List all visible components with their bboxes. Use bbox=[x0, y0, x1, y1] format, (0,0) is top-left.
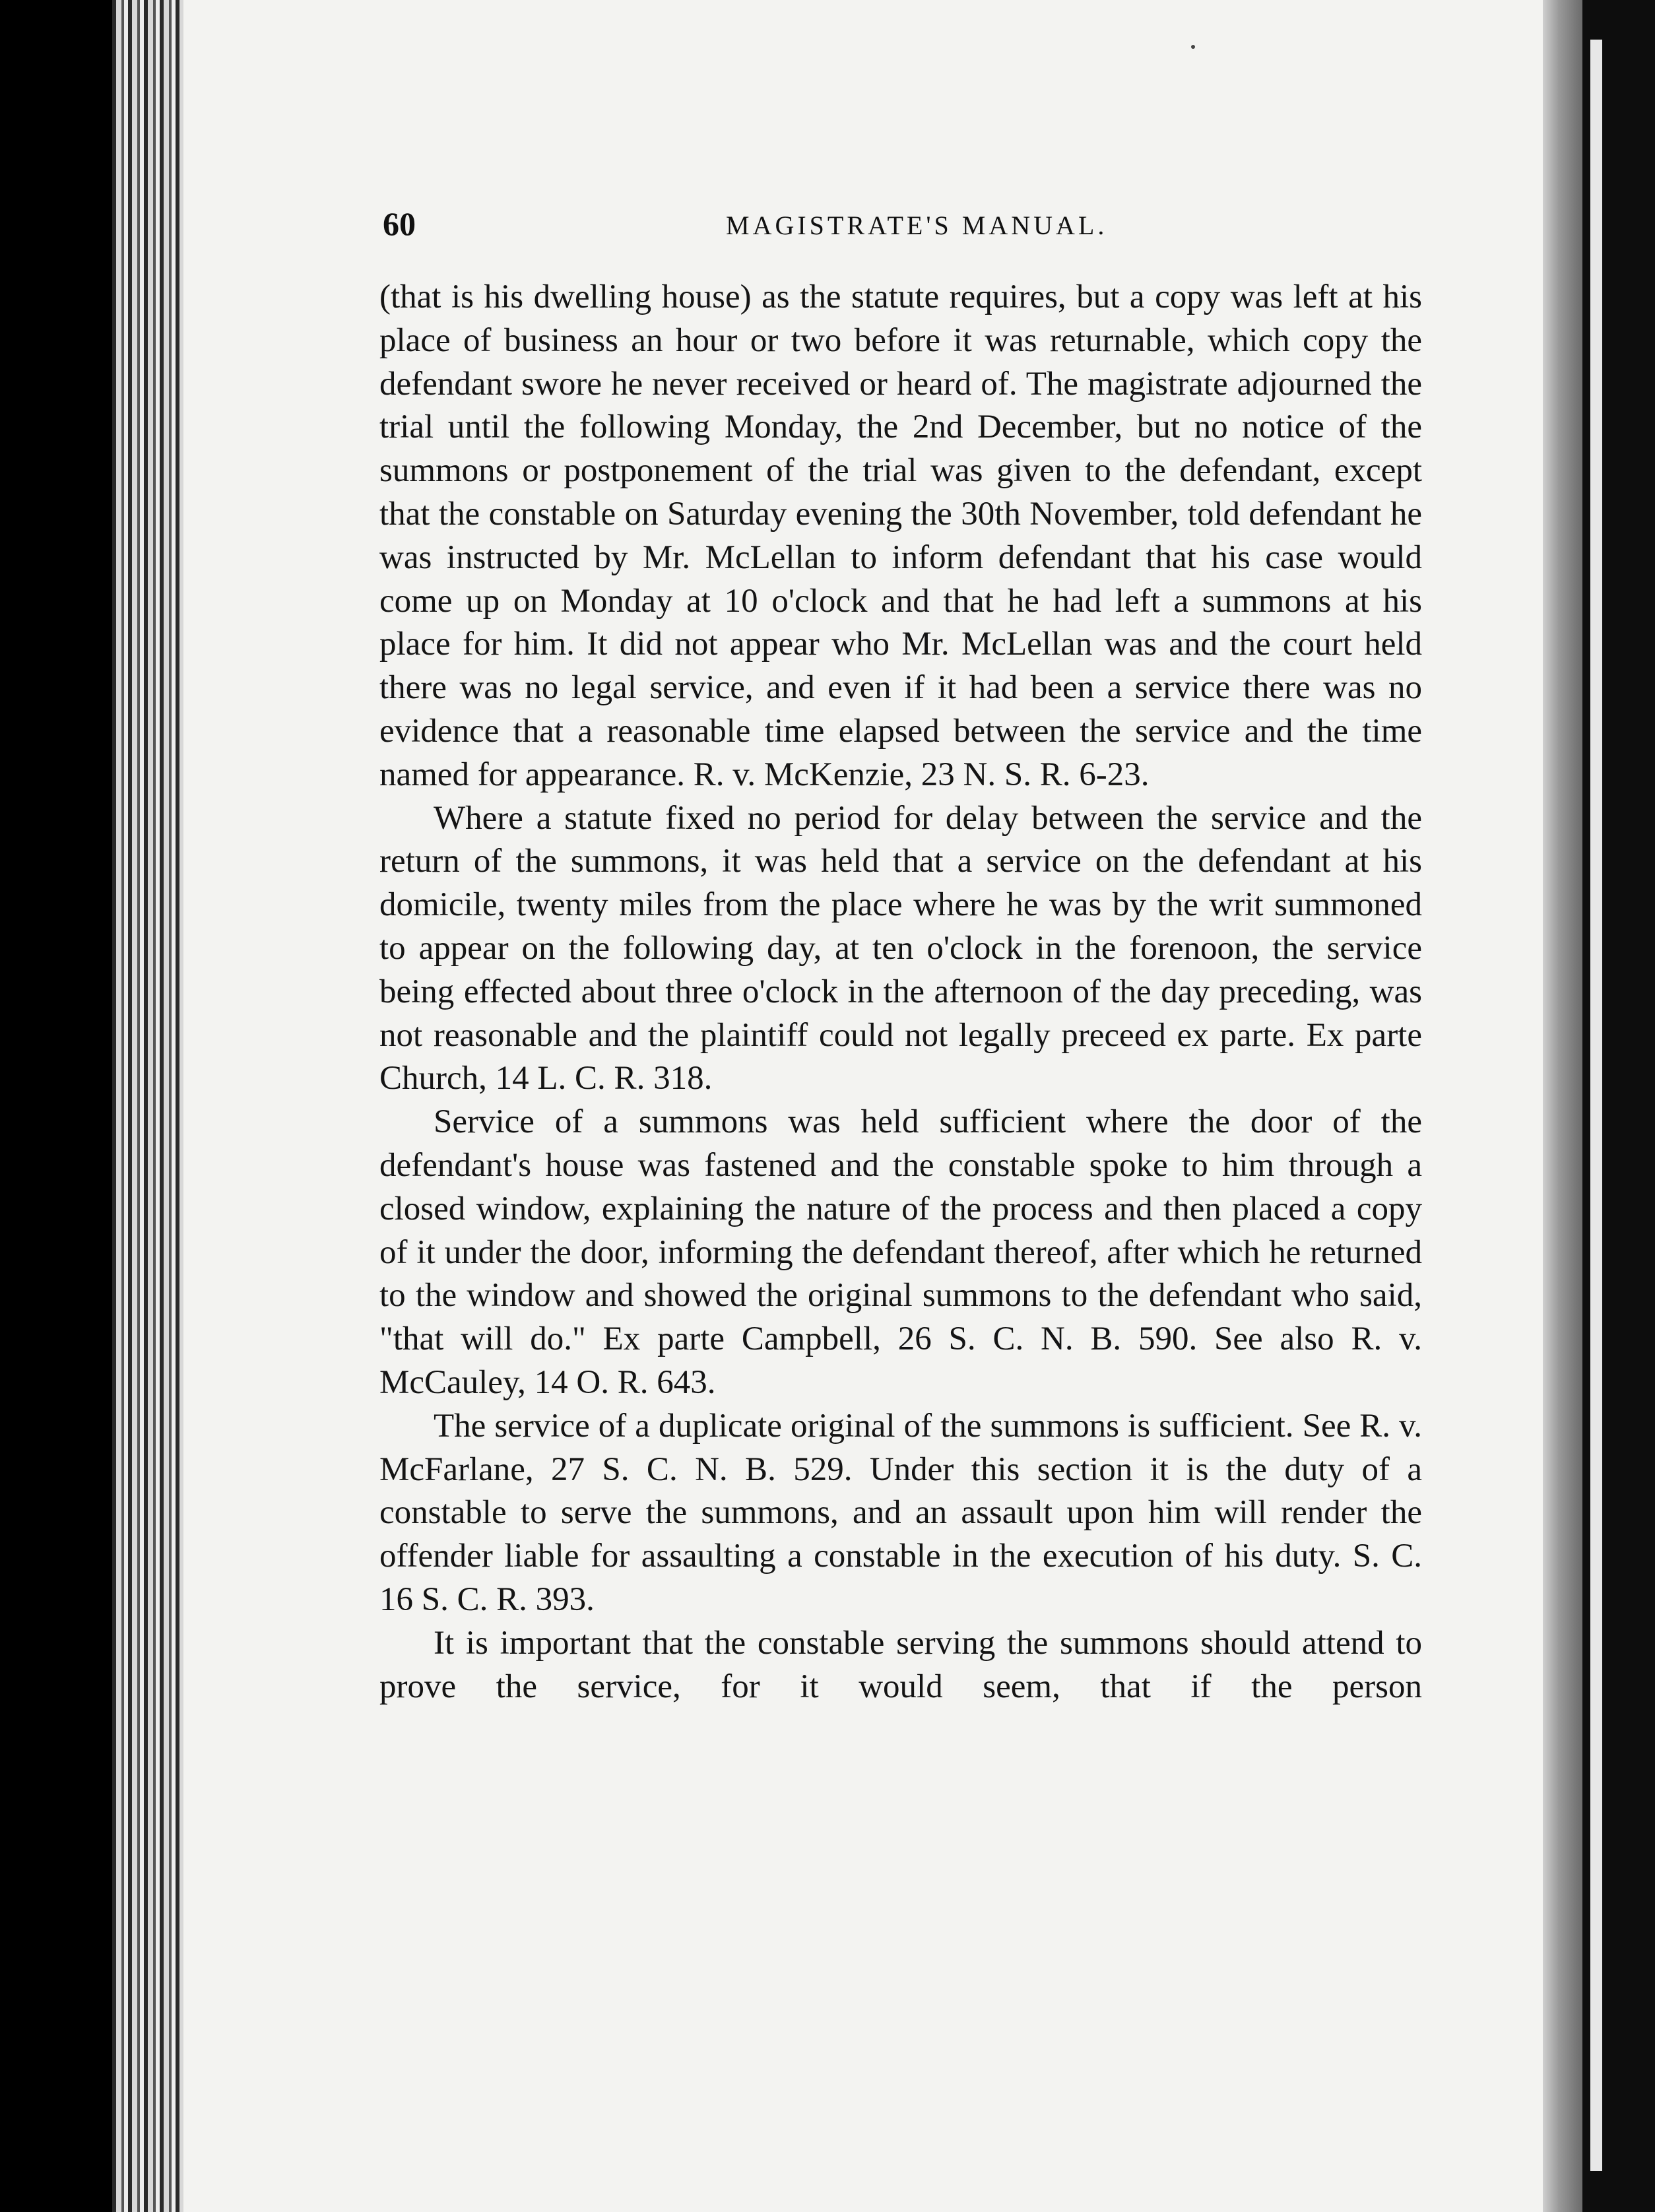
paragraph: Service of a summons was held sufficient where the door of the defendant's house was fastened and the constable spoke to him through a closed window, explaining the nature of the process and then placed a copy of it under the door, informing the defendant thereof, after which he returned to the window and showed the original summons to the defendant who said, "that will do." Ex parte Campbell, 26 S. C. N. B. 590. See also R. v. McCauley, 14 O. R. 643. bbox=[379, 1103, 1422, 1401]
paragraph: It is important that the constable serving the summons should attend to prove the service, for it would seem, that if the person bbox=[379, 1624, 1422, 1705]
paragraph: (that is his dwelling house) as the statute requires, but a copy was left at his place of business an hour or two before it was returnable, which copy the defendant swore he never received or heard of. The magistrate adjourned the trial until the following Monday, the 2nd December, but no notice of the summons or postponement of the trial was given to the defendant, except that the constable on Saturday evening the 30th November, told defendant he was instructed by Mr. McLellan to inform defendant that his case would come up on Monday at 10 o'clock and that he had left a summons at his place for him. It did not appear who Mr. McLellan was and the court held there was no legal service, and even if it had been a service there was no evidence that a reasonable time elapsed between the service and the time named for appearance. R. v. McKenzie, 23 N. S. R. 6-23. bbox=[379, 278, 1422, 793]
body-text bbox=[379, 276, 1422, 1708]
book-binding-edge bbox=[112, 0, 185, 2212]
running-head bbox=[383, 205, 1425, 257]
paragraph: Where a statute fixed no period for delay between the service and the return of the summons, it was held that a service on the defendant at his domicile, twenty miles from the place where he was by the writ summoned to appear on the following day, at ten o'clock in the forenoon, the service being effected about three o'clock in the afternoon of the day preceding, was not reasonable and the plaintiff could not legally preceed ex parte. Ex parte Church, 14 L. C. R. 318. bbox=[379, 799, 1422, 1097]
paper-speck bbox=[1191, 45, 1195, 49]
running-title: MAGISTRATE'S MANUAL. bbox=[726, 211, 1108, 240]
page-number: 60 bbox=[383, 205, 416, 242]
page-edge-highlight bbox=[1590, 40, 1602, 2171]
paragraph: The service of a duplicate original of the summons is sufficient. See R. v. McFarlane, 27 S. C. N. B. 529. Under this section it is the duty of a constable to serve the summons, and an assault upon him will render the offender liable for assaulting a constable in the execution of his duty. S. C. 16 S. C. R. 393. bbox=[379, 1407, 1422, 1618]
page-stack-edge bbox=[1543, 0, 1582, 2212]
